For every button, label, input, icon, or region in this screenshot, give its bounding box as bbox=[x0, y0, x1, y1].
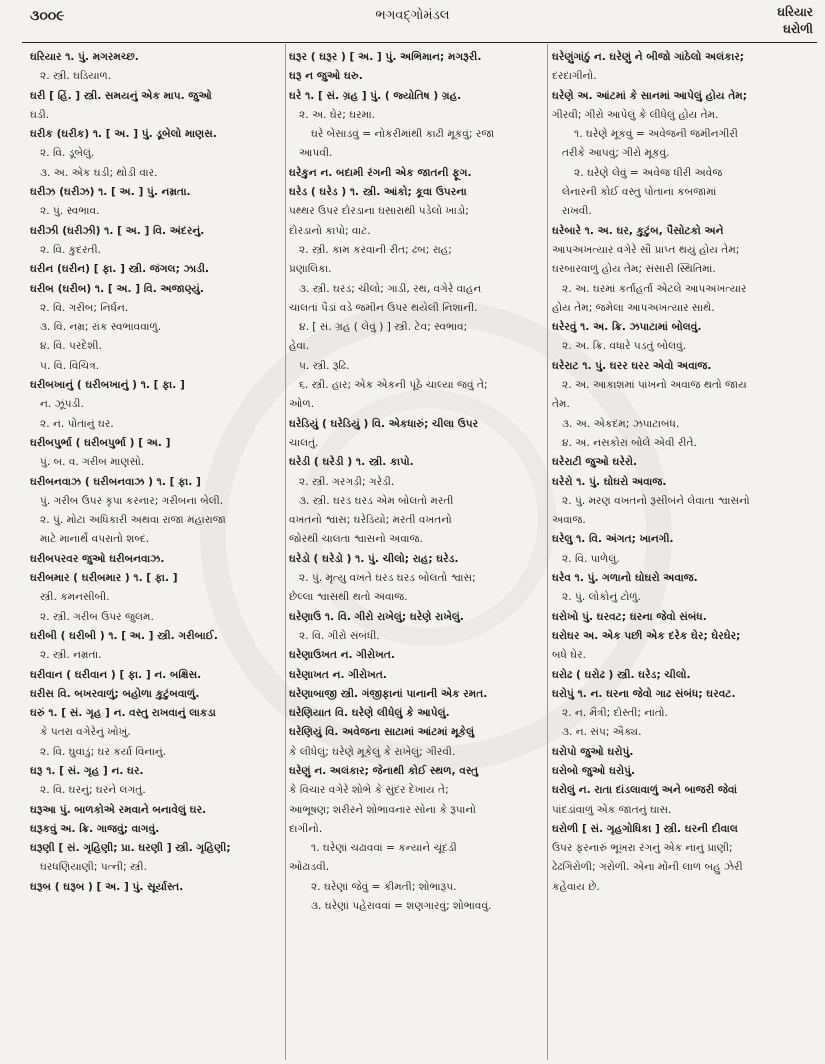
entry-line: ૨. વિ. પાળેલું. bbox=[562, 552, 620, 565]
entry-headword-line: ઘરોલું ન. રાતા દાંડલાવાળું અને બાજરી જેવાં bbox=[552, 784, 738, 797]
entry-line: હેવા. bbox=[289, 340, 310, 353]
entry-line: જોરથી ચાલતા શ્વાસનો અવાજ. bbox=[289, 533, 423, 546]
guide-word-last: ઘરોળી bbox=[783, 22, 813, 36]
entry-line: ઢેઢગિરોળી; ગરોળી. એના મોંની લાળ બહુ ઝેરી bbox=[552, 861, 743, 874]
entry-line: ૨. પું. મૃત્યુ વખતે ઘરડ ઘરડ બોલતો શ્વાસ; bbox=[299, 572, 476, 585]
entry-line: ૨. પું. સ્વભાવ. bbox=[40, 205, 100, 218]
entry-line: બધે ઘેર. bbox=[552, 649, 586, 662]
entry-line: ઘરે બેસાડવું = નોકરીમાંથી કાઢી મૂકવું; રજા bbox=[311, 128, 495, 141]
entry-line: ૪. [ સં. ગ્રહ ( લેવું ) ] સ્ત્રી. ટેવ; સ્વભાવ; bbox=[299, 321, 468, 334]
entry-line: ૨. ઘરેણાં જેવું = કીમતી; શોભારૂપ. bbox=[311, 880, 457, 893]
entry-line: ૩. વિ. નમ્ર; રાંક સ્વભાવવાળું. bbox=[40, 321, 162, 334]
header-rule bbox=[22, 42, 817, 43]
entry-headword-line: ઘરીબપરવર જુઓ ઘરીબનવાઝ. bbox=[30, 552, 165, 565]
entry-line: આપવી. bbox=[299, 147, 333, 160]
entry-headword-line: ઘરોબો જુઓ ઘરોપું. bbox=[552, 764, 636, 777]
entry-line: રાખવી. bbox=[562, 205, 592, 218]
entry-line: ઘરધણિયાણી; પત્ની; સ્ત્રી. bbox=[40, 861, 147, 874]
entry-line: ૫. સ્ત્રી. રૂઢિ. bbox=[299, 359, 350, 372]
entry-headword-line: ઘરે ૧. [ સં. ગ્રહ ] પું. ( જ્યોતિષ ) ગ્રહ. bbox=[289, 89, 462, 102]
entry-headword-line: ઘરેરો ૧. પું. ઘોઘરો અવાજ. bbox=[552, 475, 667, 488]
entry-headword-line: ઘરીબપુર્ભા ( ઘરીબપુર્ભા ) [ અ. ] bbox=[30, 436, 171, 449]
entry-line: અવાજ. bbox=[552, 514, 586, 527]
entry-line: ૪. વિ. પરદેશી. bbox=[40, 340, 102, 353]
dictionary-column-1 bbox=[30, 48, 286, 1058]
entry-line: વખતનો શ્વાસ; ઘરેડિયો; મરતી વખતનો bbox=[289, 514, 452, 527]
entry-headword-line: ઘરીબનવાઝ ( ઘરીબનવાઝ ) ૧. [ ફા. ] bbox=[30, 475, 201, 488]
entry-headword-line: ઘરીસ વિ. બખરવાળું; બહોળા કુટુંબવાળું. bbox=[30, 687, 200, 700]
entry-line: ૨. સ્ત્રી. કામ કરવાની રીત; ઢબ; રાહ; bbox=[299, 243, 452, 256]
entry-line: ૨. સ્ત્રી. ગરીબ ઉપર જુલમ. bbox=[40, 610, 154, 623]
entry-line: ન. ઝૂંપડી. bbox=[40, 398, 84, 411]
entry-headword-line: ઘરેણાબાજી સ્ત્રી. ગંજીફાનાં પાનાની એક રમત. bbox=[289, 687, 488, 700]
entry-line: ૪. અ. નસકોરાં બોલે એવી રીતે. bbox=[562, 436, 697, 449]
entry-line: ૨. સ્ત્રી. ગરગડી; ગરેડી. bbox=[299, 475, 395, 488]
entry-line: ૨. ન. પોતાનું ઘર. bbox=[40, 417, 114, 430]
dictionary-column-3 bbox=[552, 48, 808, 1058]
entry-headword-line: ઘરીબખાનું ( ઘરીબખાનું ) ૧. [ ફા. ] bbox=[30, 379, 185, 392]
entry-line: ચાલતું. bbox=[289, 436, 319, 449]
entry-line: છેલ્લા શ્વાસથી થતો અવાજ. bbox=[289, 591, 408, 604]
entry-headword-line: ઘરિયાર ૧. પું. મગરમચ્છ. bbox=[30, 51, 139, 63]
entry-line: ૨. સ્ત્રી. ઘડિયાળ. bbox=[40, 70, 112, 83]
entry-headword-line: ઘરેરાટી જુઓ ઘરેરો. bbox=[552, 456, 638, 469]
entry-headword-line: ઘરેબારે ૧. અ. ઘર, કુટુંબ, પૈસોટકો અને bbox=[552, 224, 724, 237]
entry-headword-line: ઘરેવ ૧. પું. ગળાનો ઘોઘરો અવાજ. bbox=[552, 572, 698, 585]
entry-headword-line: ઘરીબી ( ઘરીબી ) ૧. [ અ. ] સ્ત્રી. ગરીબાઈ. bbox=[30, 629, 218, 642]
entry-headword-line: ઘરૂ ૧. [ સં. ગૃહ ] ન. ઘર. bbox=[30, 764, 144, 777]
entry-line: ૨. વિ. ડૂબેલું. bbox=[40, 147, 95, 160]
entry-line: ૩. સ્ત્રી. ઘરડ ઘરડ એમ બોલતો મરતી bbox=[299, 494, 454, 507]
entry-headword-line: ઘરેણું ન. અલંકાર; જેનાથી કોઈ સ્થળ, વસ્તુ bbox=[289, 764, 479, 777]
entry-headword-line: ઘરોપું ૧. ન. ઘરના જેવો ગાઢ સંબંધ; ઘરવટ. bbox=[552, 687, 736, 700]
entry-headword-line: ઘરીબ (ઘરીબ) ૧. [ અ. ] વિ. અજાણ્યું. bbox=[30, 282, 204, 295]
entry-line: દરદાગીનો. bbox=[552, 70, 597, 83]
entry-line: ૨. વિ. ગીરો સંબંધી. bbox=[299, 629, 380, 642]
entry-line: ૨. પું. મોટા અધિકારી અથવા રાજા મહારાજા bbox=[40, 514, 226, 527]
entry-line: ૨. વિ. ઘુવાડું; ઘર કર્યા વિનાનું. bbox=[40, 745, 167, 758]
entry-headword-line: ઘરૂઆ પું. બાળકોએ રમવાને બનાવેલું ઘર. bbox=[30, 803, 207, 816]
entry-line: ૨. પું. લોકોનું ટોળું. bbox=[562, 591, 642, 604]
entry-line: ૬. સ્ત્રી. હાર; એક એકની પૂંઠે ચાલ્યા જવું તે; bbox=[299, 379, 488, 392]
running-title: ભગવદ્ગોમંડલ bbox=[375, 8, 450, 23]
entry-headword-line: ઘરેણિયું વિ. અવેજના સાટામાં આંટમાં મૂકેલું bbox=[289, 726, 475, 739]
entry-headword-line: ઘરેણાઉ ૧. વિ. ગીરો રાખેલું; ઘરેણે રાખેલું. bbox=[289, 610, 464, 623]
entry-headword-line: ઘરેલુ ૧. વિ. અંગત; ખાનગી. bbox=[552, 533, 674, 546]
entry-headword-line: ઘરેણુંગાંઠું ન. ઘરેણું ને બીજો ગાંઠેલો અલંકાર; bbox=[552, 51, 745, 63]
entry-headword-line: ઘરીઝી (ઘરીઝી) ૧. [ અ. ] વિ. અંદરનું. bbox=[30, 224, 205, 237]
entry-line: તેમ. bbox=[552, 398, 570, 411]
entry-headword-line: ઘરું ૧. [ સં. ગૃહ ] ન. વસ્તુ રાખવાનું લાકડા bbox=[30, 707, 216, 720]
entry-headword-line: ઘરોખો પું. ઘરવટ; ઘરના જેવો સંબંધ. bbox=[552, 610, 707, 623]
entry-line: ઉપર ફરનારું ભૂખરા રંગનું એક નાનું પ્રાણી; bbox=[552, 842, 733, 855]
entry-line: કે વિચાર વગેરે શોભે કે સુંદર દેખાય તે; bbox=[289, 784, 449, 797]
entry-line: ૨. વિ. ઘરનું; ઘરને લગતું. bbox=[40, 784, 146, 797]
entry-line: હોય તેમ; જમેલા આપઅખત્યાર સાથે. bbox=[552, 301, 715, 314]
entry-headword-line: ઘરૂબ ( ઘરૂબ ) [ અ. ] પું. સૂર્યાસ્ત. bbox=[30, 880, 184, 893]
entry-line: ઓઢાડવી. bbox=[289, 861, 330, 874]
entry-headword-line: ઘરી [ હિં. ] સ્ત્રી. સમયનું એક માપ. જુઓ bbox=[30, 89, 212, 102]
entry-headword-line: ઘરેડી ( ઘરેડી ) ૧. સ્ત્રી. કાપો. bbox=[289, 456, 414, 469]
entry-headword-line: ઘરેડ ( ઘરેડ ) ૧. સ્ત્રી. આંકો; કૂવા ઉપરના bbox=[289, 186, 467, 199]
entry-line: ચાલતાં પૈડાં વડે જમીન ઉપર થયેલી નિશાની. bbox=[289, 301, 478, 314]
entry-line: દોરડાનો કાપો; વાટ. bbox=[289, 224, 371, 237]
entry-line: ઘરબારવાળું હોય તેમ; સંસારી સ્થિતિમાં. bbox=[552, 263, 716, 276]
entry-headword-line: ઘરોઘર અ. એક પછી એક દરેક ઘેર; ઘેરઘેર; bbox=[552, 629, 741, 642]
entry-line: પ્રણાલિકા. bbox=[289, 263, 332, 276]
entry-line: ૩. ઘરેણાં પહેરાવવાં = શણગારવું; શોભાવવું. bbox=[311, 900, 492, 913]
entry-headword-line: ઘરીન (ઘરીન) [ ફા. ] સ્ત્રી. જંગલ; ઝાડી. bbox=[30, 263, 210, 276]
entry-line: કે લીધેલું; ઘરેણે મૂકેલું કે રાખેલું; ગીરવી. bbox=[289, 745, 456, 758]
entry-headword-line: ઘરેડિયું ( ઘરેડિયું ) વિ. એકધારું; ચીલા ઉપર bbox=[289, 417, 479, 430]
entry-headword-line: ઘરૂણી [ સં. ગૃહિણી; પ્રા. ઘરણી ] સ્ત્રી. ગૃહિણી; bbox=[30, 842, 231, 855]
entry-line: ૨. ઘરેણે લેવું = અવેજ ધીરી અવેજ bbox=[574, 166, 723, 179]
entry-line: દાગીનો. bbox=[289, 822, 323, 835]
entry-line: માટે માનાર્થે વપરાતો શબ્દ. bbox=[40, 533, 150, 546]
entry-line: ૨. અ. ક્રિ. વધારે પડતું બોલવું. bbox=[562, 340, 687, 353]
entry-headword-line: ઘરેરવું ૧. અ. ક્રિ. ઝપાટામાં બોલવું. bbox=[552, 321, 702, 334]
entry-line: ૨. વિ. કુદરતી. bbox=[40, 243, 101, 256]
entry-line: ૧. ઘરેણાં ચઢાવવાં = કન્યાને ચૂંદડી bbox=[311, 842, 457, 855]
entry-headword-line: ઘરેરાટ ૧. પું. ઘરર ઘરર એવો અવાજ. bbox=[552, 359, 712, 372]
entry-line: પું. ગરીબ ઉપર કૃપા કરનાર; ગરીબના બેલી. bbox=[40, 494, 224, 507]
entry-headword-line: ઘરેડો ( ઘરેડો ) ૧. પું. ચીલો; રાહ; ઘરેડ. bbox=[289, 552, 459, 565]
entry-line: ૨. અ. ઘરમાં કર્તાહર્તા એટલે આપઅખત્યાર bbox=[562, 282, 747, 295]
entry-line: પથ્થર ઉપર દોરડાના ઘસારાથી પડેલો ખાડો; bbox=[289, 205, 469, 218]
dictionary-column-2 bbox=[289, 48, 545, 1058]
entry-line: ૨. સ્ત્રી. નમ્રતા. bbox=[40, 649, 102, 662]
entry-headword-line: ઘરોપો જુઓ ઘરોપું. bbox=[552, 745, 634, 758]
entry-headword-line: ઘરેણિયાત વિ. ઘરેણે લીધેલું કે આપેલું. bbox=[289, 707, 450, 720]
entry-headword-line: ઘરીબમાર ( ઘરીબમાર ) ૧. [ ફા. ] bbox=[30, 572, 178, 585]
entry-line: સ્ત્રી. કમનસીબી. bbox=[40, 591, 110, 604]
entry-headword-line: ઘરૂર ( ઘરૂર ) [ અ. ] પું. અભિમાન; મગરૂરી. bbox=[289, 51, 482, 63]
entry-line: તરીકે આપવું; ગીરો મૂકવું. bbox=[562, 147, 670, 160]
entry-headword-line: ઘરેકુન ન. બદામી રંગની એક જાતની ફૂગ. bbox=[289, 166, 472, 179]
entry-headword-line: ઘરીક (ઘરીક) ૧. [ અ. ] પું. ડૂબેલો માણસ. bbox=[30, 128, 217, 141]
entry-line: ૩. ન. સંપ; ઐક્ય. bbox=[562, 726, 642, 739]
entry-line: ૧. ઘરેણે મૂકવું = અવેજની જમીનગીરી bbox=[574, 128, 738, 141]
entry-line: ૫. વિ. વિચિત્ર. bbox=[40, 359, 100, 372]
guide-words bbox=[777, 4, 813, 38]
entry-headword-line: ઘરીઝ (ઘરીઝ) ૧. [ અ. ] પું. નમ્રતા. bbox=[30, 186, 191, 199]
entry-line: આપઅખત્યાર વગેરે સૌ પ્રાપ્ત થયું હોય તેમ; bbox=[552, 243, 740, 256]
entry-line: કહેવાય છે. bbox=[552, 880, 600, 893]
entry-headword-line: ઘરોળી [ સં. ગૃહગોધિકા ] સ્ત્રી. ઘરની દીવાલ bbox=[552, 822, 738, 835]
entry-line: ૩. સ્ત્રી. ઘરડ; ચીલો; ગાડી, રથ, વગેરે વાહન bbox=[299, 282, 482, 295]
entry-line: કે પતરા વગેરેનું ખોખું. bbox=[40, 726, 131, 739]
entry-headword-line: ઘરૂ ન જુઓ ઘરુ. bbox=[289, 70, 363, 83]
entry-line: પાંદડાંવાળું એક જાતનું ઘાસ. bbox=[552, 803, 672, 816]
entry-line: ૩. અ. એક ઘડી; થોડી વાર. bbox=[40, 166, 158, 179]
entry-headword-line: ઘરેણાઉખત ન. ગીરોખત. bbox=[289, 649, 395, 662]
entry-line: ૩. અ. એકદમ; ઝપાટાબંધ. bbox=[562, 417, 680, 430]
entry-line: પું. બ. વ. ગરીબ માણસો. bbox=[40, 456, 145, 469]
entry-headword-line: ઘરોઢ ( ઘરોઢ ) સ્ત્રી. ઘરેડ; ચીલો. bbox=[552, 668, 691, 681]
page-header bbox=[0, 0, 825, 40]
entry-headword-line: ઘરીવાન ( ઘરીવાન ) [ ફા. ] ન. બક્ષિસ. bbox=[30, 668, 202, 681]
column-divider bbox=[547, 44, 548, 1060]
entry-line: ઘડી. bbox=[30, 108, 50, 121]
entry-headword-line: ઘરેણે અ. આંટમાં કે સાનમાં આપેલું હોય તેમ; bbox=[552, 89, 747, 102]
entry-line: ૨. અ. ઘેર; ઘરમાં. bbox=[299, 108, 376, 121]
entry-line: લેનારની કોઈ વસ્તુ પોતાના કબજામાં bbox=[562, 186, 717, 199]
entry-line: ઓળ. bbox=[289, 398, 315, 411]
entry-line: ગીરવી; ગીરો આપેલું કે લીધેલું હોય તેમ. bbox=[552, 108, 719, 121]
entry-line: ૨. અ. આકાશમાં પાંખનો અવાજ થતો જાય bbox=[562, 379, 747, 392]
entry-line: ૨. વિ. ગરીબ; નિર્ધન. bbox=[40, 301, 129, 314]
page-number: ૩૦૦૯ bbox=[30, 8, 65, 24]
entry-headword-line: ઘરૂકવું અ. ક્રિ. ગાજવું; વાગવું. bbox=[30, 822, 160, 835]
entry-line: ૨. પું. મરણ વખતનો રૂસીબંને લેવાતા શ્વાસનો bbox=[562, 494, 750, 507]
entry-line: આભૂષણ; શરીરને શોભાવનાર સોના કે રૂપાનો bbox=[289, 803, 476, 816]
guide-word-first: ઘરિયાર bbox=[777, 5, 813, 19]
entry-headword-line: ઘરેણાખત ન. ગીરોખત. bbox=[289, 668, 387, 681]
entry-line: ૨. ન. મૈત્રી; દોસ્તી; નાતો. bbox=[562, 707, 668, 720]
